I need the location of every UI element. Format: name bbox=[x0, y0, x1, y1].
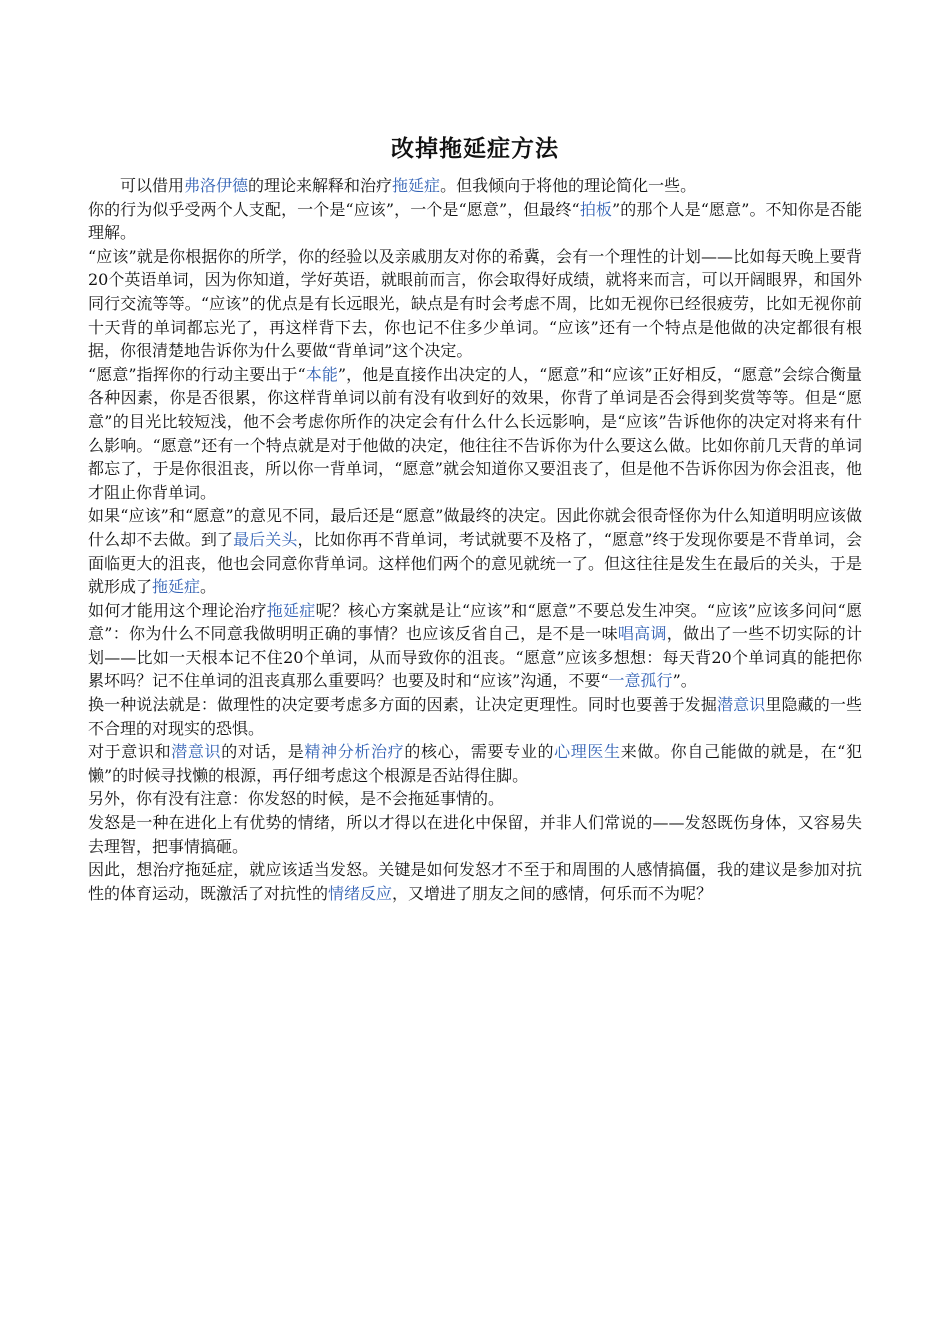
paragraph bbox=[88, 599, 862, 693]
page-title: 改掉拖延症方法 bbox=[391, 136, 559, 162]
hyperlink[interactable]: 拍板 bbox=[579, 199, 613, 219]
paragraph-text: 换一种说法就是：做理性的决定要考虑多方面的因素，让决定更理性。同时也要善于发掘 bbox=[88, 695, 717, 715]
paragraph-text: “愿意”指挥你的行动主要出于“ bbox=[88, 364, 306, 384]
hyperlink[interactable]: 拖延症 bbox=[266, 600, 316, 620]
hyperlink[interactable]: 最后关头 bbox=[233, 529, 298, 549]
hyperlink[interactable]: 拖延症 bbox=[152, 577, 201, 597]
paragraph bbox=[88, 363, 862, 505]
paragraph-text: ”。 bbox=[672, 671, 697, 691]
paragraph-text: ”，他是直接作出决定的人，“愿意”和“应该”正好相反，“愿意”会综合衡量各种因素，你是否很累，你这样背单词以前有没有收到好的效果，你背了单词是否会得到奖赏等等。但是“愿意”的目光比较短浅，他不会考虑你所作的决定会有什么什么长远影响，是“应该”告诉他你的决定对将来有什么影响。“愿意”还有一个特点就是对于他做的决定，他往往不告诉你为什么要这么做。比如你前几天背的单词都忘了，于是你很沮丧，所以你一背单词，“愿意”就会知道你又要沮丧了，但是他不告诉你因为你会沮丧，他才阻止你背单词。 bbox=[88, 364, 862, 502]
paragraph-text: 的理论来解释和治疗 bbox=[248, 176, 393, 195]
paragraph-text: 对于意识和 bbox=[88, 742, 172, 762]
paragraph bbox=[88, 787, 862, 811]
paragraph-text: ，又增进了朋友之间的感情，何乐而不为呢？ bbox=[392, 883, 713, 903]
hyperlink[interactable]: 心理医生 bbox=[554, 742, 621, 762]
article-body bbox=[88, 174, 862, 905]
hyperlink[interactable]: 精神分析治疗 bbox=[304, 742, 405, 762]
hyperlink[interactable]: 本能 bbox=[305, 364, 338, 384]
paragraph bbox=[88, 811, 862, 858]
paragraph-text: 里隐藏的一些不合理的对现实的恐惧。 bbox=[88, 695, 862, 738]
paragraph-text: 的对话，是 bbox=[221, 742, 305, 762]
paragraph-text: 你的行为似乎受两个人支配，一个是“应该”，一个是“愿意”，但最终“ bbox=[88, 199, 580, 219]
paragraph bbox=[88, 245, 862, 363]
paragraph bbox=[88, 858, 862, 905]
paragraph-text: 发怒是一种在进化上有优势的情绪，所以才得以在进化中保留，并非人们常说的——发怒既伤身体，又容易失去理智，把事情搞砸。 bbox=[88, 813, 862, 856]
paragraph-text: 如何才能用这个理论治疗 bbox=[88, 600, 267, 620]
hyperlink[interactable]: 潜意识 bbox=[171, 742, 222, 762]
hyperlink[interactable]: 唱高调 bbox=[617, 624, 667, 644]
paragraph-text: 。 bbox=[200, 577, 217, 597]
paragraph-text: 另外，你有没有注意：你发怒的时候，是不会拖延事情的。 bbox=[88, 789, 505, 809]
hyperlink[interactable]: 一意孤行 bbox=[608, 671, 673, 691]
paragraph-text: 的核心，需要专业的 bbox=[404, 742, 555, 762]
paragraph-text: 可以借用 bbox=[120, 176, 185, 195]
paragraph bbox=[88, 504, 862, 598]
paragraph-text: ”的那个人是“愿意”。不知你是否能理解。 bbox=[88, 199, 862, 243]
paragraph-text: 。但我倾向于将他的理论简化一些。 bbox=[440, 176, 697, 195]
paragraph-text: 如果“应该”和“愿意”的意见不同，最后还是“愿意”做最终的决定。因此你就会很奇怪你为什么知道明明应该做什么却不去做。到了 bbox=[88, 506, 862, 549]
hyperlink[interactable]: 弗洛伊德 bbox=[184, 176, 249, 195]
hyperlink[interactable]: 情绪反应 bbox=[328, 883, 393, 903]
paragraph bbox=[88, 198, 862, 245]
paragraph bbox=[88, 693, 862, 740]
hyperlink[interactable]: 潜意识 bbox=[716, 695, 766, 715]
paragraph-text: 因此，想治疗拖延症，就应该适当发怒。关键是如何发怒才不至于和周围的人感情搞僵，我的建议是参加对抗性的体育运动，既激活了对抗性的 bbox=[88, 860, 862, 903]
paragraph-text: ，做出了一些不切实际的计划——比如一天根本记不住20个单词，从而导致你的沮丧。“愿意”应该多想想：每天背20个单词真的能把你累坏吗？记不住单词的沮丧真那么重要吗？也要及时和“应该”沟通，不要“ bbox=[88, 624, 862, 691]
paragraph bbox=[88, 174, 862, 198]
hyperlink[interactable]: 拖延症 bbox=[392, 176, 441, 195]
paragraph bbox=[88, 740, 862, 787]
paragraph-text: 来做。你自己能做的就是，在“犯懒”的时候寻找懒的根源，再仔细考虑这个根源是否站得住脚。 bbox=[88, 742, 862, 785]
paragraph-text: 呢？核心方案就是让“应该”和“愿意”不要总发生冲突。“应该”应该多问问“愿意”：你为什么不同意我做明明正确的事情？也应该反省自己，是不是一味 bbox=[88, 600, 862, 644]
paragraph-text: ，比如你再不背单词，考试就要不及格了，“愿意”终于发现你要是不背单词，会面临更大的沮丧，他也会同意你背单词。这样他们两个的意见就统一了。但这往往是发生在最后的关头，于是就形成了 bbox=[88, 529, 862, 597]
paragraph-text: “应该”就是你根据你的所学，你的经验以及亲戚朋友对你的希冀，会有一个理性的计划——比如每天晚上要背20个英语单词，因为你知道，学好英语，就眼前而言，你会取得好成绩，就将来而言，可以开阔眼界，和国外同行交流等等。“应该”的优点是有长远眼光，缺点是有时会考虑不周，比如无视你已经很疲劳，比如无视你前十天背的单词都忘光了，再这样背下去，你也记不住多少单词。“应该”还有一个特点是他做的决定都很有根据，你很清楚地告诉你为什么要做“背单词”这个决定。 bbox=[88, 246, 862, 361]
